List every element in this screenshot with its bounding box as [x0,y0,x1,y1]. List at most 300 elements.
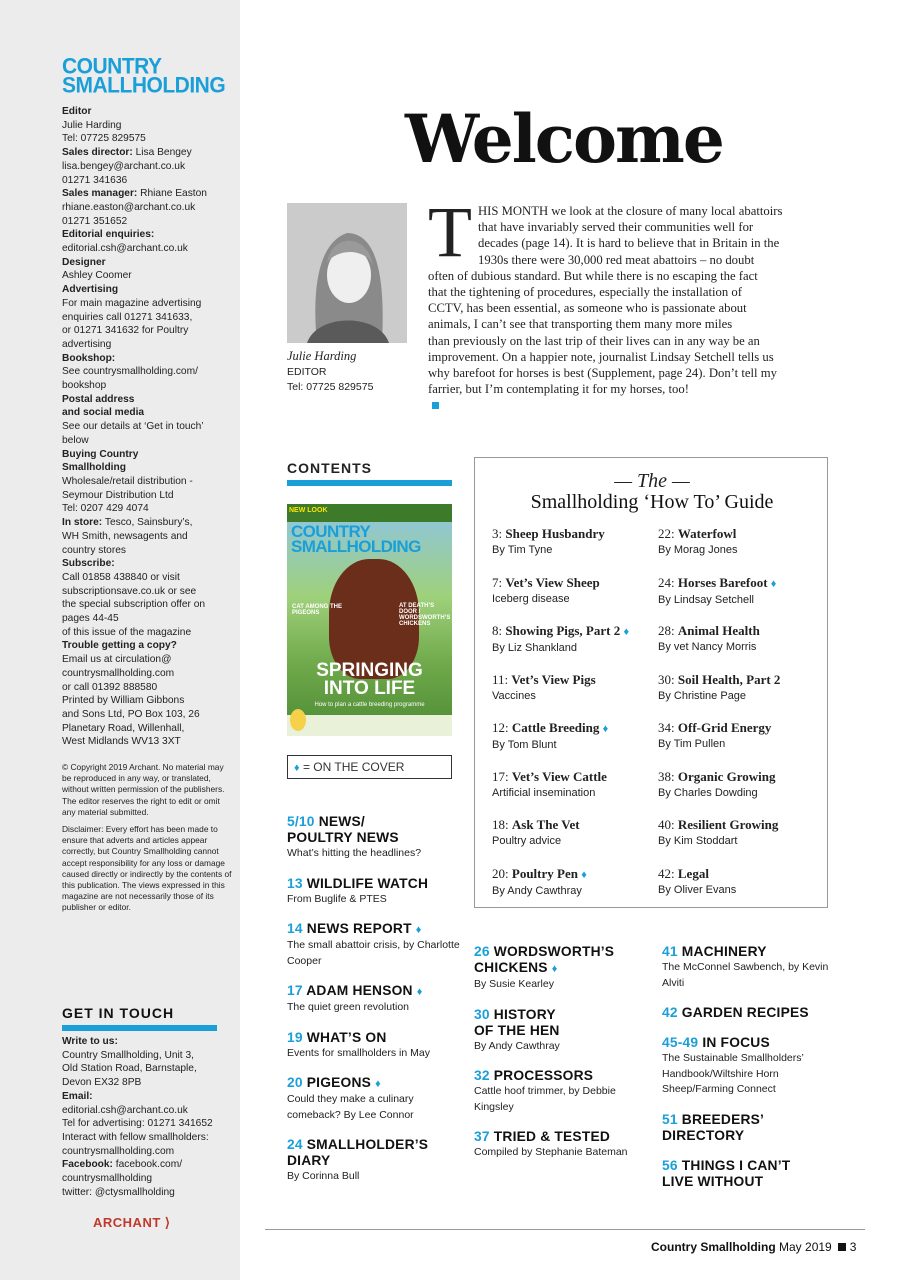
page-number: 19 [287,1029,303,1045]
item-title-line2: POULTRY NEWS [287,830,399,845]
credit-line [62,379,232,393]
drop-cap: T [428,192,472,272]
credit-line [62,434,232,448]
cover-headline: SPRINGING INTO LIFE [316,660,423,699]
guide-page: 22: [658,526,675,541]
cover-right-blurb: AT DEATH’S DOOR / WORDSWORTH’S CHICKENS [399,603,451,627]
credit-value: Lisa Bengey [132,147,192,159]
guide-item-title [492,769,662,785]
credit-value: Seymour Distribution Ltd [62,489,174,501]
credit-line [62,639,232,653]
guide-page: 8: [492,623,503,638]
diamond-icon: ♦ [551,963,558,975]
diamond-icon: ♦ [623,626,630,638]
credit-value: or 01271 341632 for Poultry [62,325,189,337]
editorial-text [428,203,828,414]
credit-label: In store: [62,517,103,529]
guide-item[interactable] [492,526,662,575]
item-description: The McConnel Sawbench, by Kevin Alviti [662,961,829,989]
editor-name: Julie Harding [287,349,357,363]
how-to-guide-box [474,457,828,908]
guide-page: 7: [492,574,503,590]
editorial-line: animals, I can’t see that transporting them many more miles [428,317,733,332]
credit-value: Planetary Road, Willenhall, [62,722,185,734]
credit-line [62,201,232,215]
credit-value: below [62,434,89,446]
heading-rule [62,1025,217,1031]
editorial-line: improvement. On a happier note, journalist Lindsay Setchell tells us [428,349,774,364]
contents-item[interactable] [474,944,654,993]
credit-line [62,694,232,708]
get-in-touch-details [62,1035,232,1199]
item-title: WILDLIFE WATCH [302,875,429,891]
credit-value: lisa.bengey@archant.co.uk [62,160,186,172]
page-number: 26 [474,944,490,959]
credit-value: 01271 341636 [62,174,128,186]
contents-item-heading [287,921,467,938]
credit-line [62,1049,232,1063]
guide-item[interactable] [492,672,662,721]
disclaimer: Disclaimer: Every effort has been made to ensure that adverts and articles appear correctly, but Country Smallholding cannot accept responsibility for any loss or damage caused directly or indirectly by the contents of this publication. The views expressed in this magazine are not necessarily those of its publisher or editor. [62,824,232,913]
credit-line [62,598,232,612]
guide-author: By Tim Tyne [492,544,553,556]
guide-item-title [658,769,828,785]
guide-author: By Tom Blunt [492,739,557,751]
credit-label: Editorial enquiries: [62,229,155,241]
credit-value: Printed by William Gibbons [62,695,185,707]
guide-page: 3: [492,526,503,541]
guide-item[interactable] [658,672,828,721]
contents-item-heading [474,1129,654,1145]
credit-label: Facebook: [62,1159,113,1171]
credit-value: the special subscription offer on [62,599,206,611]
item-description: By Corinna Bull [287,1170,360,1182]
guide-page: 18: [492,817,509,832]
item-description: Cattle hoof trimmer, by Debbie Kingsley [474,1085,616,1113]
credit-value: Tesco, Sainsbury’s, [102,517,193,529]
guide-page: 11: [492,671,509,687]
credit-label: Email: [62,1090,93,1102]
contents-item[interactable] [287,814,467,862]
legal-notes [62,762,232,920]
page-footer [651,1240,856,1254]
credit-line [62,1062,232,1076]
guide-topic: Poultry Pen [511,865,578,881]
guide-item-title [492,672,662,688]
credit-label: Advertising [62,284,119,296]
credit-line [62,544,232,558]
diamond-icon: ♦ [416,986,423,998]
guide-author: By Tim Pullen [658,738,726,750]
contents-item-heading [474,1068,654,1084]
credit-value: bookshop [62,380,107,392]
page-number: 45-49 [662,1035,699,1050]
contents-item[interactable] [662,1158,842,1190]
guide-item-title [492,623,662,640]
item-title: SMALLHOLDER’S [302,1137,429,1152]
credit-value: of this issue of the magazine [62,626,192,638]
guide-item[interactable] [658,817,828,866]
guide-topic: Animal Health [677,623,760,638]
get-in-touch-heading: GET IN TOUCH [62,1005,175,1021]
end-square-icon [432,402,439,409]
credit-value: Old Station Road, Barnstaple, [62,1063,197,1075]
credit-label: Trouble getting a copy? [62,640,177,652]
item-title: GARDEN RECIPES [677,1005,809,1020]
chick-illustration [290,709,306,731]
page-number: 17 [287,983,303,998]
credit-line [62,338,232,352]
guide-topic: Cattle Breeding [511,720,600,735]
guide-item[interactable] [658,623,828,672]
contents-left-column [287,814,467,1199]
credit-line [62,502,232,516]
guide-author: By vet Nancy Morris [658,641,757,653]
item-description: Could they make a culinary comeback? By Lee Connor [287,1093,414,1121]
contents-item-heading [662,1005,842,1021]
credit-line [62,105,232,119]
guide-topic: Sheep Husbandry [505,526,605,541]
guide-topic: Legal [677,865,709,881]
credit-value: subscriptionsave.co.uk or see [62,585,197,597]
credit-value: Devon EX32 8PB [62,1077,142,1089]
page-number: 20 [287,1075,303,1090]
guide-item[interactable] [658,720,828,769]
credit-line [62,489,232,503]
credit-line [62,420,232,434]
credit-label: Sales manager: [62,188,138,200]
editorial-line: often of dubious standard. But while there is no escaping the fact [428,268,758,283]
editorial-line: decades (page 14). It is hard to believe that in Britain in the [478,236,780,251]
magazine-logo [62,54,232,98]
contents-item[interactable] [474,1007,654,1055]
credit-value: Julie Harding [62,119,122,131]
credit-value: Country Smallholding, Unit 3, [62,1049,194,1061]
item-title: TRIED & TESTED [489,1129,611,1144]
guide-item-title [658,720,828,736]
credit-label: Subscribe: [62,558,115,570]
guide-topic: Vet’s View Pigs [511,671,596,687]
guide-topic: Ask The Vet [511,817,580,832]
guide-item-title [658,623,828,639]
credit-value: pages 44-45 [62,613,119,625]
contents-item-heading [287,1137,467,1169]
page-number: 30 [474,1006,490,1022]
guide-topic: Resilient Growing [677,817,779,832]
credit-value: Interact with fellow smallholders: [62,1131,209,1143]
guide-column-2 [658,526,828,914]
contents-item-heading [287,1075,467,1092]
guide-page: 40: [658,817,675,832]
guide-item-title [658,866,828,882]
contents-item[interactable] [287,1030,467,1062]
credit-value: and Sons Ltd, PO Box 103, 26 [62,708,200,720]
credit-value: facebook.com/ [112,1159,183,1171]
footer-issue: May 2019 [779,1240,832,1254]
page-number: 13 [287,875,303,891]
credit-line [62,297,232,311]
guide-the: — The — [614,470,690,492]
credit-value: 01271 351652 [62,215,128,227]
credit-line [62,735,232,749]
contents-item-heading [287,814,467,846]
contents-item[interactable] [474,1068,654,1115]
credit-line [62,516,232,530]
guide-page: 30: [658,671,675,687]
guide-item-title [492,866,662,883]
credit-label: Designer [62,256,106,268]
guide-topic: Horses Barefoot [677,574,768,590]
credit-line [62,132,232,146]
credit-line [62,1158,232,1172]
contents-right-column [662,944,842,1204]
credit-line [62,653,232,667]
item-description: By Susie Kearley [474,978,554,990]
credit-value: Tel: 0207 429 4074 [62,503,149,515]
credit-value: Call 01858 438840 or visit [62,571,180,583]
credit-value: countrysmallholding.com [62,1145,175,1157]
cover-bottom-strip [287,715,452,736]
item-title: MACHINERY [677,944,767,959]
credit-label: and social media [62,407,145,419]
credit-line [62,256,232,270]
item-title-line2: DIARY [287,1153,331,1168]
page-number: 32 [474,1068,490,1083]
item-title: PROCESSORS [489,1068,594,1083]
credit-line [62,160,232,174]
square-icon [838,1243,846,1251]
contents-item-heading [662,1035,842,1051]
guide-item[interactable] [658,526,828,575]
guide-item-title [658,672,828,688]
contents-item[interactable] [662,1035,842,1098]
item-description: The quiet green revolution [287,1001,409,1013]
credit-value: Email us at circulation@ [62,654,172,666]
guide-topic: Vet’s View Cattle [511,768,607,784]
editorial-line: HIS MONTH we look at the closure of many local abattoirs [478,204,783,218]
credit-value: twitter: @ctysmallholding [62,1186,175,1198]
guide-topic: Soil Health, Part 2 [677,671,781,687]
guide-topic: Showing Pigs, Part 2 [505,623,621,638]
guide-author: By Morag Jones [658,544,738,556]
cover-image [287,504,452,736]
credit-line [62,269,232,283]
credit-line [62,626,232,640]
guide-topic: Organic Growing [677,768,776,784]
guide-page: 17: [492,768,509,784]
guide-item[interactable] [492,623,662,672]
guide-author: Iceberg disease [492,592,570,605]
guide-page: 42: [658,865,675,881]
contents-item[interactable] [287,876,467,908]
credit-line [62,228,232,242]
logo-line1: COUNTRY [62,54,162,79]
contents-item[interactable] [287,1137,467,1185]
contents-item-heading [287,876,467,892]
contents-item-heading [287,1030,467,1046]
credit-line [62,146,232,160]
credit-value: country stores [62,544,126,556]
credit-value: countrysmallholding.com [62,667,175,679]
guide-author: By Kim Stoddart [658,835,738,847]
credit-line [62,352,232,366]
item-description: Events for smallholders in May [287,1046,430,1059]
item-description: What’s hitting the headlines? [287,847,422,859]
credit-value: West Midlands WV13 3XT [62,736,181,748]
guide-title: Smallholding ‘How To’ Guide [530,491,774,513]
credit-value: Wholesale/retail distribution - [62,475,193,487]
item-description: The Sustainable Smallholders’ Handbook/Wiltshire Horn Sheep/Farming Connect [662,1052,804,1095]
guide-author: Artificial insemination [492,786,596,799]
guide-author: By Liz Shankland [492,642,577,654]
diamond-icon: ♦ [770,577,777,590]
footer-rule [265,1229,865,1230]
diamond-icon: ♦ [415,924,422,936]
credit-line [62,461,232,475]
credit-line [62,722,232,736]
guide-page: 12: [492,720,509,735]
contents-item[interactable] [287,1075,467,1123]
contents-item[interactable] [662,1005,842,1021]
contents-item[interactable] [662,944,842,991]
credit-value: advertising [62,338,112,350]
credit-line [62,324,232,338]
credit-line [62,1090,232,1104]
credit-line [62,1076,232,1090]
cover-subline: How to plan a cattle breeding programme [314,702,425,708]
sidebar [0,0,240,1280]
publisher-logo: ARCHANT ⟩ [93,1215,171,1230]
guide-item[interactable] [492,866,662,915]
copyright-notice: © Copyright 2019 Archant. No material may be reproduced in any way, or translated, without written permission of the publishers. The editor reserves the right to edit or omit any material submitted. [62,762,225,817]
on-cover-label: = ON THE COVER [299,760,405,774]
credit-line [62,530,232,544]
credit-line [62,1145,232,1159]
credit-line [62,475,232,489]
guide-item[interactable] [492,720,662,769]
page-number: 41 [662,944,678,959]
contents-item-heading [662,1112,842,1144]
page-number: 42 [662,1005,678,1020]
editorial-line: 1930s there were 30,000 red meat abattoirs – no doubt [478,252,755,267]
credit-label: Bookshop: [62,352,116,364]
item-title: BREEDERS’ [677,1111,765,1127]
credit-line [62,1131,232,1145]
item-title: THINGS I CAN’T [677,1157,791,1173]
item-description: Compiled by Stephanie Bateman [474,1146,628,1158]
contents-rule [287,480,452,486]
credit-line [62,1035,232,1049]
on-cover-key [287,755,452,779]
editorial-line: why barefoot for horses is best (Supplement, page 24). Don’t tell my [428,366,777,381]
contents-item[interactable] [287,921,467,969]
credit-line [62,557,232,571]
credit-value: editorial.csh@archant.co.uk [62,1104,188,1116]
credit-line [62,242,232,256]
credit-value: See countrysmallholding.com/ [62,366,198,378]
guide-item-title [658,575,828,592]
item-title: NEWS REPORT [302,921,412,936]
guide-item[interactable] [658,769,828,818]
guide-item[interactable] [492,575,662,624]
guide-author: By Christine Page [658,689,747,702]
item-title-line2: LIVE WITHOUT [662,1173,764,1189]
credit-label: Postal address [62,393,135,405]
credit-line [62,406,232,420]
credit-line [62,311,232,325]
credit-value: rhiane.easton@archant.co.uk [62,201,196,213]
contents-item[interactable] [287,983,467,1016]
guide-item[interactable] [658,575,828,624]
contents-middle-column [474,944,654,1175]
diamond-icon: ♦ [294,762,300,774]
guide-author: By Oliver Evans [658,883,737,896]
credit-value: Tel: 07725 829575 [62,133,146,145]
editorial-line: that have invariably served their communities well for [478,220,754,235]
guide-page: 34: [658,720,675,735]
credit-line [62,215,232,229]
guide-author: Poultry advice [492,835,562,847]
item-title-line2: OF THE HEN [474,1022,560,1038]
guide-column-1 [492,526,662,914]
contents-item[interactable] [662,1112,842,1144]
diamond-icon: ♦ [375,1078,381,1090]
item-description: The small abattoir crisis, by Charlotte Cooper [287,939,460,967]
credit-value: See our details at ‘Get in touch’ [62,421,204,433]
contents-item-heading [474,944,654,977]
cover-left-blurb: CAT AMONG THE PIGEONS [292,604,342,616]
guide-item-title [492,817,662,833]
contents-heading: CONTENTS [287,460,372,476]
credit-line [62,1172,232,1186]
editor-tel: Tel: 07725 829575 [287,381,374,393]
guide-author: By Charles Dowding [658,786,758,799]
credit-value: enquiries call 01271 341633, [62,311,193,323]
credit-label: Write to us: [62,1036,118,1047]
credit-line [62,365,232,379]
credit-line [62,187,232,201]
credit-value: or call 01392 888580 [62,681,158,693]
credit-line [62,571,232,585]
guide-topic: Off-Grid Energy [677,720,772,735]
credit-line [62,1117,232,1131]
logo-line2: SMALLHOLDING [62,73,226,98]
guide-item[interactable] [658,866,828,915]
page-number: 5/10 [287,814,315,829]
credit-line [62,1104,232,1118]
contents-item-heading [474,1007,654,1039]
page-number: 37 [474,1129,490,1144]
page-title: Welcome [405,100,723,178]
guide-page: 38: [658,768,675,784]
credit-value: WH Smith, newsagents and [62,530,188,542]
guide-item[interactable] [492,769,662,818]
page-number: 14 [287,921,303,936]
item-title: NEWS/ [314,814,365,829]
credit-label: Smallholding [62,462,126,474]
item-title-line2: DIRECTORY [662,1127,745,1143]
item-title: PIGEONS [302,1075,372,1090]
credit-value: For main magazine advertising [62,297,202,309]
contents-item[interactable] [474,1129,654,1161]
item-title: IN FOCUS [698,1035,770,1050]
credit-label: Editor [62,106,92,117]
guide-item-title [492,720,662,737]
guide-item[interactable] [492,817,662,866]
guide-item-title [658,817,828,833]
editorial-line: than previously on the last trip of their lives can in any way be an [428,333,760,348]
credit-value: countrysmallholding [62,1173,153,1185]
